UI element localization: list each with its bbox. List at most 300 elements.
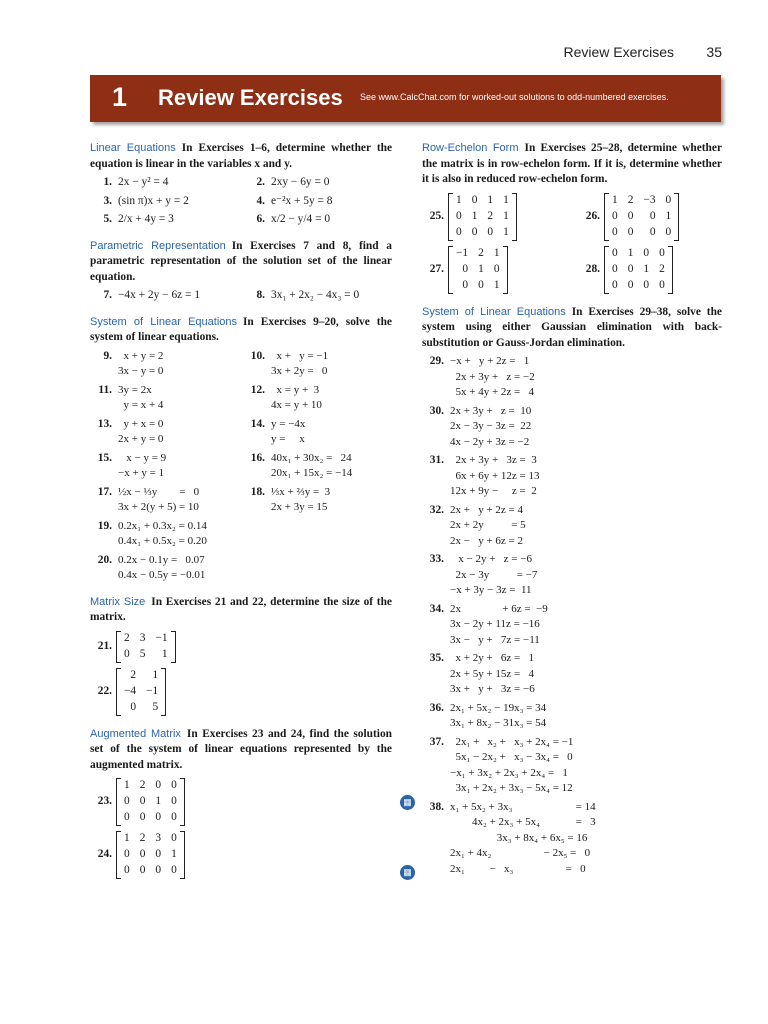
equation: 40x₁ + 30x₂ = 24 xyxy=(271,451,352,464)
equation: x = y + 3 xyxy=(271,383,320,396)
exercise-number: 1. xyxy=(103,176,112,188)
section-systems-2 xyxy=(422,305,722,352)
exercise xyxy=(422,651,535,698)
exercise-number: 13. xyxy=(97,417,112,430)
equation: ⅓x + ⅔y = 3 xyxy=(271,485,331,498)
equation-lines xyxy=(450,404,531,451)
exercise-row xyxy=(90,175,392,191)
section-heading: Row-Echelon Form xyxy=(422,142,519,154)
matrix-entry: 0 xyxy=(124,864,130,877)
exercise-number: 5. xyxy=(103,213,112,225)
equation: 3x + 2(y + 5) = 10 xyxy=(118,501,199,513)
exercise-row xyxy=(422,552,722,599)
equation: −x + y + 2z = 1 xyxy=(450,355,530,367)
matrix-21 xyxy=(90,631,392,663)
equation-lines xyxy=(450,602,548,649)
section-heading: Linear Equations xyxy=(90,142,176,154)
exercise xyxy=(422,453,540,500)
matrix-entry: −1 xyxy=(146,684,159,697)
exercise xyxy=(90,451,243,482)
exercise-number: 3. xyxy=(103,194,112,207)
matrix-entry: 1 xyxy=(612,193,618,206)
matrix-entry: 0 xyxy=(171,795,177,808)
systems2-exercises xyxy=(422,354,722,877)
exercise-number: 38. xyxy=(429,800,444,813)
matrix-brackets xyxy=(116,831,185,879)
exercise-number: 14. xyxy=(250,417,265,430)
matrix-entry: 0 xyxy=(659,246,665,259)
exercise-number: 15. xyxy=(97,451,112,464)
section-heading: Matrix Size xyxy=(90,595,146,608)
exercise xyxy=(243,288,359,304)
matrix-entry: 2 xyxy=(487,209,494,222)
matrix-entry: 0 xyxy=(462,278,469,291)
equation: 2x + 3y + z = 10 xyxy=(450,404,532,417)
matrix-entry: 1 xyxy=(152,668,159,681)
equation: −x + y = 1 xyxy=(118,467,165,479)
exercise xyxy=(422,701,546,732)
exercise xyxy=(243,175,329,191)
chapter-banner xyxy=(90,75,721,122)
equation: 2x₁ + 4x₂ − 2x₅ = 0 xyxy=(450,847,591,859)
matrix-entry: 0 xyxy=(130,700,137,713)
calculator-icon[interactable]: ▦ xyxy=(400,865,415,880)
matrix-brackets xyxy=(116,631,176,663)
matrix-entry: 1 xyxy=(493,278,500,291)
equation: x − y = 9 xyxy=(118,451,167,464)
matrix-row-25-26 xyxy=(422,188,722,241)
exercise-number: 30. xyxy=(429,404,444,417)
exercise-row xyxy=(422,800,722,878)
exercise-number: 28. xyxy=(585,262,600,275)
equation: 3x − y = 0 xyxy=(118,365,164,377)
equation: 3x + 2y = 0 xyxy=(271,365,328,377)
matrix-entry: 1 xyxy=(665,209,672,222)
matrix-entry: 1 xyxy=(493,246,500,259)
exercise xyxy=(90,175,243,191)
exercise-number: 27. xyxy=(429,262,444,275)
exercise-number: 7. xyxy=(103,289,112,301)
exercise xyxy=(243,194,333,210)
matrix-entry: 0 xyxy=(462,262,469,275)
matrix-entry: 0 xyxy=(155,864,162,877)
matrix-entry: 0 xyxy=(493,262,500,275)
exercise-row xyxy=(90,519,392,550)
matrix-entry: 0 xyxy=(649,225,656,238)
exercise-number: 36. xyxy=(429,701,444,714)
exercise-number: 26. xyxy=(585,209,600,222)
exercise-number: 20. xyxy=(97,553,112,566)
equation-lines xyxy=(450,800,596,878)
exercise-row xyxy=(90,383,392,414)
matrix-entry: 0 xyxy=(155,848,162,861)
matrix-entry: 2 xyxy=(124,631,130,644)
equation: 2x + 6z = −9 xyxy=(450,602,548,615)
matrix-entry: 3 xyxy=(155,832,162,845)
matrix-entry: 0 xyxy=(124,811,130,824)
matrix-entry: 0 xyxy=(665,193,672,206)
equation: 0.4x − 0.5y = −0.01 xyxy=(118,569,206,581)
exercise xyxy=(90,212,243,228)
section-augmented xyxy=(90,727,392,774)
equation: y = x xyxy=(271,433,305,445)
matrix-brackets xyxy=(604,246,673,294)
equation: 6x + 6y + 12z = 13 xyxy=(450,469,540,482)
exercise-row xyxy=(90,417,392,448)
matrix-entry: 0 xyxy=(139,864,146,877)
equation: e⁻²x + 5y = 8 xyxy=(271,194,333,207)
matrix-entry: −1 xyxy=(155,631,168,644)
equation: x/2 − y/4 = 0 xyxy=(271,213,331,225)
equation: 2x + 3y = 15 xyxy=(271,501,328,513)
equation: (sin π)x + y = 2 xyxy=(118,194,189,207)
matrix-entry: 0 xyxy=(478,278,484,291)
equation: x₁ + 5x₂ + 3x₃ = 14 xyxy=(450,800,596,813)
equation: −x + 3y − 3z = 11 xyxy=(450,584,532,596)
exercise-row xyxy=(422,701,722,732)
matrix-entry: 1 xyxy=(471,209,478,222)
equation: x + 2y + 6z = 1 xyxy=(450,652,534,664)
exercise-number: 18. xyxy=(250,485,265,498)
exercise-number: 4. xyxy=(256,194,265,207)
matrix-entry: 1 xyxy=(478,262,484,275)
matrix-entry: −1 xyxy=(456,246,469,259)
matrix-entry: 2 xyxy=(627,193,634,206)
equation: 0.4x₁ + 0.5x₂ = 0.20 xyxy=(118,535,207,547)
exercise-number: 34. xyxy=(429,602,444,615)
matrix-entry: 0 xyxy=(155,811,162,824)
equation: x − 2y + z = −6 xyxy=(450,553,532,565)
section-systems xyxy=(90,315,392,346)
exercise xyxy=(90,519,243,550)
matrix-entry: 0 xyxy=(627,209,634,222)
left-column xyxy=(90,141,392,879)
equation: 2x − 3y = −7 xyxy=(450,568,538,581)
equation-lines xyxy=(450,503,526,550)
matrix-entry: 0 xyxy=(627,225,634,238)
matrix-entry: 0 xyxy=(612,225,618,238)
exercise-number: 17. xyxy=(97,485,112,498)
matrix-entry: 0 xyxy=(171,864,177,877)
matrix-brackets xyxy=(604,193,679,241)
equation: 3x₃ + 8x₄ + 6x₅ = 16 xyxy=(450,831,588,844)
equation: 3x₁ + 2x₂ − 4x₃ = 0 xyxy=(271,289,360,301)
equation: 5x₁ − 2x₂ + x₃ − 3x₄ = 0 xyxy=(450,751,573,763)
exercise-number: 31. xyxy=(429,454,444,466)
matrix-entry: 0 xyxy=(456,209,462,222)
matrix-entry: 1 xyxy=(161,647,168,660)
exercise-number: 33. xyxy=(429,553,444,565)
exercise xyxy=(90,194,243,210)
matrix-entry: 2 xyxy=(659,262,665,275)
equation: y + x = 0 xyxy=(118,417,164,430)
equation-lines xyxy=(118,485,199,516)
equation-lines xyxy=(271,349,328,380)
matrix-27 xyxy=(422,246,566,294)
matrix-entry: 1 xyxy=(503,209,509,222)
matrix-entry: 0 xyxy=(659,278,665,291)
matrix-entry: 0 xyxy=(643,278,650,291)
exercise-number: 12. xyxy=(250,383,265,396)
exercise-number: 10. xyxy=(250,349,265,362)
equation-lines xyxy=(450,701,546,732)
matrix-entry: 0 xyxy=(612,262,618,275)
matrix-entry: 0 xyxy=(471,225,478,238)
equation: 20x₁ + 15x₂ = −14 xyxy=(271,467,353,479)
exercise-number: 11. xyxy=(98,383,112,396)
equation: 0.2x₁ + 0.3x₂ = 0.14 xyxy=(118,519,207,532)
matrix-entry: 0 xyxy=(487,225,494,238)
equation-lines xyxy=(118,175,168,191)
section-instructions: In Exercises 9–20, solve the system of linear equations. xyxy=(90,315,392,343)
calculator-icon[interactable]: ▦ xyxy=(400,795,415,810)
matrix-entry: 5 xyxy=(152,700,159,713)
exercise xyxy=(422,503,526,550)
equation: y = −4x xyxy=(271,417,306,430)
matrix-entry: 2 xyxy=(139,779,146,792)
matrix-entry: 0 xyxy=(627,262,634,275)
equation-lines xyxy=(118,349,163,380)
matrix-entry: −4 xyxy=(124,684,137,697)
matrix-entry: −3 xyxy=(643,193,656,206)
exercise xyxy=(90,288,243,304)
equation-lines xyxy=(271,417,305,448)
equation-lines xyxy=(118,194,189,210)
equation: x + y = −1 xyxy=(271,349,329,362)
equation: 12x + 9y − z = 2 xyxy=(450,485,537,497)
matrix-entry: 0 xyxy=(171,832,177,845)
matrix-brackets xyxy=(116,668,166,716)
banner-note: See www.CalcChat.com for worked-out solutions to odd-numbered exercises. xyxy=(360,92,669,102)
equation: y = x + 4 xyxy=(118,399,164,411)
equation-lines xyxy=(118,288,200,304)
matrix-entry: 1 xyxy=(487,193,494,206)
section-heading: Augmented Matrix xyxy=(90,727,181,740)
matrix-entry: 0 xyxy=(139,848,146,861)
exercise-row xyxy=(422,453,722,500)
exercise-number: 37. xyxy=(429,735,444,748)
equation: 2x + y = 0 xyxy=(118,433,164,445)
matrix-entry: 5 xyxy=(139,647,146,660)
exercise-row xyxy=(422,404,722,451)
equation: ½x − ⅓y = 0 xyxy=(118,485,200,498)
equation: 4x − 2y + 3z = −2 xyxy=(450,435,530,448)
matrix-entry: 1 xyxy=(503,225,509,238)
equation-lines xyxy=(271,485,330,516)
matrix-entry: 0 xyxy=(155,779,162,792)
matrix-entry: 1 xyxy=(171,848,177,861)
matrix-entry: 0 xyxy=(665,225,672,238)
matrix-entry: 0 xyxy=(643,246,650,259)
exercise-number: 35. xyxy=(429,652,444,664)
matrix-entry: 2 xyxy=(139,832,146,845)
equation: 2x − y² = 4 xyxy=(118,176,169,188)
equation: 2/x + 4y = 3 xyxy=(118,213,174,225)
exercise-number: 25. xyxy=(429,209,444,222)
equation: 3x − 2y + 11z = −16 xyxy=(450,618,540,630)
equation: 2x + 3y + z = −2 xyxy=(450,370,535,383)
exercise-number: 21. xyxy=(97,639,112,652)
equation: 2x + y + 2z = 4 xyxy=(450,503,523,516)
section-instructions: In Exercises 1–6, determine whether the equation is linear in the variables x and y. xyxy=(90,142,393,170)
section-row-echelon xyxy=(422,141,722,188)
exercise xyxy=(422,735,573,797)
exercise-number: 8. xyxy=(256,289,265,301)
section-linear-equations xyxy=(90,141,392,172)
matrix-entry: 1 xyxy=(124,832,130,845)
systems-exercises xyxy=(90,349,392,584)
exercise-row xyxy=(422,651,722,698)
exercise-number: 23. xyxy=(97,795,112,808)
exercise xyxy=(422,552,537,599)
equation-lines xyxy=(271,194,333,210)
exercise xyxy=(90,417,243,448)
exercise xyxy=(90,349,243,380)
matrix-entry: 1 xyxy=(456,193,462,206)
exercise-number: 22. xyxy=(97,684,112,697)
equation-lines xyxy=(450,651,535,698)
equation-lines xyxy=(118,519,207,550)
exercise xyxy=(422,800,596,878)
equation-lines xyxy=(271,451,352,482)
exercise-number: 24. xyxy=(97,848,112,861)
banner-title: Review Exercises xyxy=(158,85,343,110)
equation-lines xyxy=(450,453,540,500)
exercise-row xyxy=(90,212,392,228)
matrix-entry: 0 xyxy=(612,246,618,259)
section-instructions: In Exercises 21 and 22, determine the size of the matrix. xyxy=(90,595,392,623)
exercise-row xyxy=(90,485,392,516)
exercise xyxy=(243,417,305,448)
matrix-entry: 1 xyxy=(627,246,634,259)
running-header-title: Review Exercises xyxy=(563,44,674,60)
parametric-exercises xyxy=(90,288,392,304)
section-heading: Parametric Representation xyxy=(90,239,226,252)
exercise-row xyxy=(422,602,722,649)
matrix-entry: 0 xyxy=(612,278,618,291)
equation: 2x + 5y + 15z = 4 xyxy=(450,667,534,680)
exercise xyxy=(90,553,243,584)
matrix-entry: 0 xyxy=(649,209,656,222)
equation: 4x₂ + 2x₃ + 5x₄ = 3 xyxy=(450,816,596,828)
equation-lines xyxy=(271,175,329,191)
matrix-entry: 0 xyxy=(124,848,130,861)
equation-lines xyxy=(271,212,330,228)
equation: 3x₁ + 2x₂ + 3x₃ − 5x₄ = 12 xyxy=(450,782,573,794)
equation-lines xyxy=(118,417,163,448)
section-matrix-size xyxy=(90,595,392,626)
exercise-number: 16. xyxy=(250,451,265,464)
equation: −4x + 2y − 6z = 1 xyxy=(118,289,201,301)
equation-lines xyxy=(271,383,322,414)
equation: 2xy − 6y = 0 xyxy=(271,176,330,188)
exercise xyxy=(243,485,330,516)
exercise-row xyxy=(90,349,392,380)
equation: 3x₁ + 8x₂ − 31x₃ = 54 xyxy=(450,717,547,729)
matrix-22 xyxy=(90,668,392,716)
matrix-brackets xyxy=(448,246,508,294)
section-instructions: In Exercises 25–28, determine whether the matrix is in row-echelon form. If it is, determine whether it is also in reduced row-echelon form. xyxy=(422,142,722,185)
matrix-entry: 3 xyxy=(139,631,146,644)
matrix-brackets xyxy=(116,778,185,826)
equation-lines xyxy=(450,552,537,599)
exercise-number: 32. xyxy=(429,503,444,516)
section-instructions: In Exercises 23 and 24, find the solution set of the system of linear equations represented by the augmented matrix. xyxy=(90,727,392,771)
chapter-number: 1 xyxy=(112,82,128,112)
matrix-row-27-28 xyxy=(422,241,722,294)
equation: 2x + 2y = 5 xyxy=(450,519,526,531)
matrix-entry: 0 xyxy=(471,193,478,206)
equation: 2x₁ + 5x₂ − 19x₃ = 34 xyxy=(450,701,547,714)
section-parametric xyxy=(90,239,392,286)
matrix-entry: 1 xyxy=(155,795,162,808)
exercise xyxy=(90,383,243,414)
exercise-row xyxy=(90,288,392,304)
section-heading: System of Linear Equations xyxy=(422,305,566,318)
equation: 2x − y + 6z = 2 xyxy=(450,534,523,547)
equation: 2x₁ − x₃ = 0 xyxy=(450,862,586,875)
matrix-entry: 0 xyxy=(627,278,634,291)
equation-lines xyxy=(450,354,535,401)
matrix-26 xyxy=(578,193,722,241)
section-heading: System of Linear Equations xyxy=(90,315,237,328)
matrix-24 xyxy=(90,831,392,879)
linear-exercises xyxy=(90,175,392,228)
matrix-entry: 1 xyxy=(643,262,650,275)
equation: 3x − y + 7z = −11 xyxy=(450,633,540,646)
exercise xyxy=(243,212,330,228)
matrix-entry: 2 xyxy=(130,668,137,681)
matrix-brackets xyxy=(448,193,517,241)
equation: −x₁ + 3x₂ + 2x₃ + 2x₄ = 1 xyxy=(450,766,568,779)
equation-lines xyxy=(118,212,174,228)
right-column xyxy=(422,141,722,877)
equation-lines xyxy=(271,288,359,304)
exercise xyxy=(243,383,322,414)
matrix-entry: 0 xyxy=(139,811,146,824)
equation-lines xyxy=(118,451,166,482)
matrix-entry: 1 xyxy=(124,779,130,792)
exercise-row xyxy=(422,354,722,401)
exercise xyxy=(422,404,531,451)
exercise-row xyxy=(90,194,392,210)
exercise xyxy=(243,349,328,380)
equation: 2x₁ + x₂ + x₃ + 2x₄ = −1 xyxy=(450,735,574,748)
exercise-row xyxy=(422,735,722,797)
equation: 0.2x − 0.1y = 0.07 xyxy=(118,553,205,566)
matrix-23 xyxy=(90,778,392,826)
equation: 4x = y + 10 xyxy=(271,399,322,411)
equation-lines xyxy=(118,553,205,584)
exercise-row xyxy=(90,451,392,482)
exercise xyxy=(422,354,535,401)
exercise-number: 6. xyxy=(256,213,265,225)
equation-lines xyxy=(118,383,163,414)
matrix-25 xyxy=(422,193,566,241)
page-number: 35 xyxy=(706,44,722,60)
equation: 3y = 2x xyxy=(118,383,152,396)
exercise xyxy=(243,451,352,482)
exercise-row xyxy=(422,503,722,550)
equation: 2x + 3y + 3z = 3 xyxy=(450,454,537,466)
equation: 5x + 4y + 2z = 4 xyxy=(450,386,534,398)
section-instructions: In Exercises 7 and 8, find a parametric representation of the solution set of the linear equation. xyxy=(90,239,392,283)
exercise-number: 2. xyxy=(256,176,265,188)
exercise-number: 9. xyxy=(103,349,112,362)
matrix-entry: 1 xyxy=(503,193,509,206)
matrix-28 xyxy=(578,246,722,294)
equation-lines xyxy=(450,735,573,797)
